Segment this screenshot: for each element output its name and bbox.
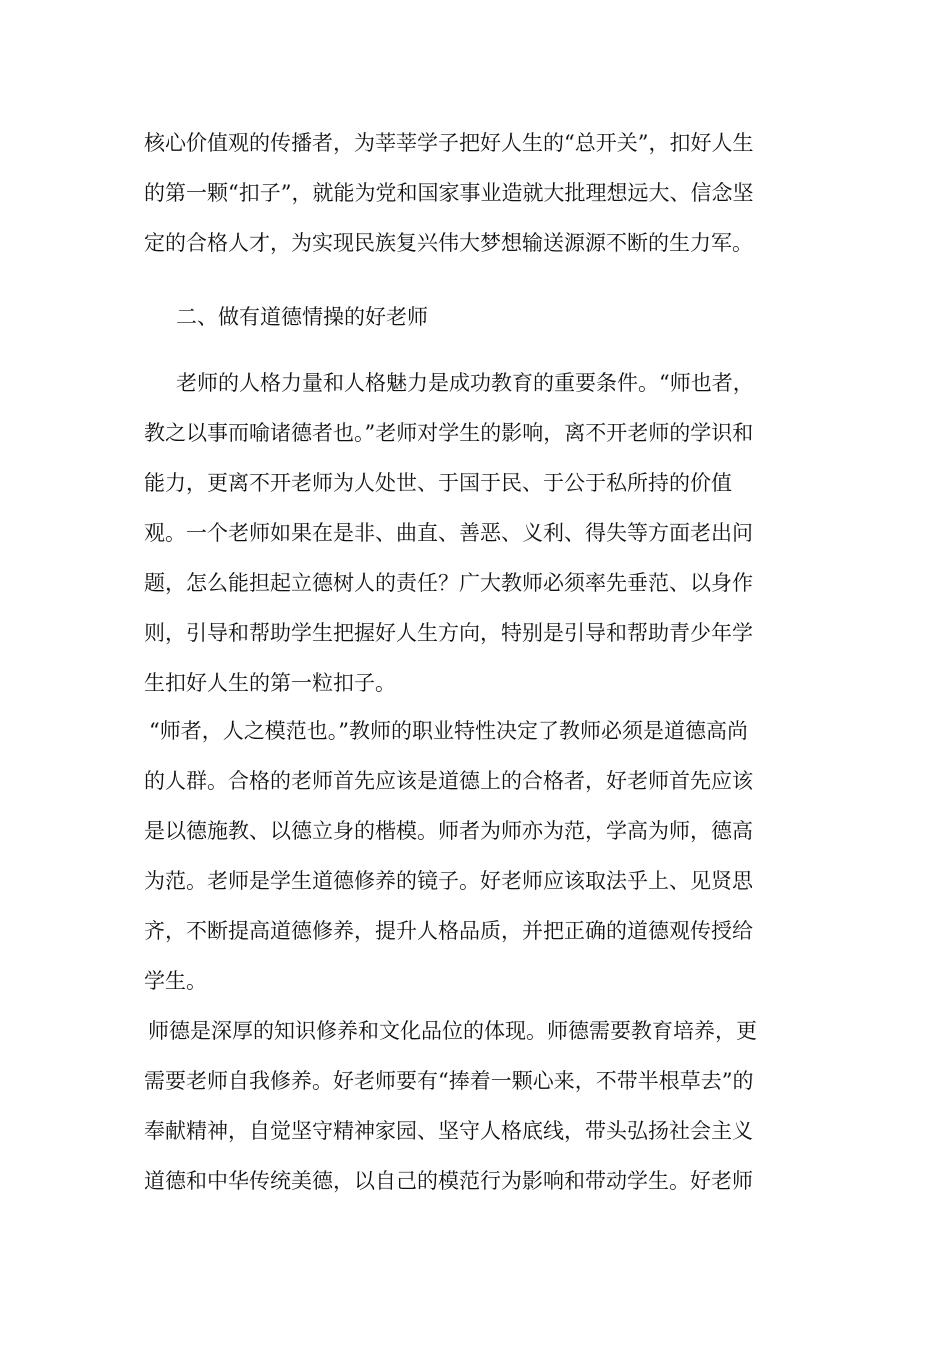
paragraph-1-line-2: 的第一颗“扣子”，就能为党和国家事业造就大批理想远大、信念坚	[144, 181, 754, 205]
paragraph-2-line-4: 观。一个老师如果在是非、曲直、善恶、义利、得失等方面老出问	[144, 521, 753, 545]
paragraph-4-line-4: 道德和中华传统美德，以自己的模范行为影响和带动学生。好老师	[144, 1169, 753, 1193]
paragraph-3-line-3: 是以德施教、以德立身的楷模。师者为师亦为范，学高为师，德高	[144, 819, 753, 843]
paragraph-3-line-2: 的人群。合格的老师首先应该是道德上的合格者，好老师首先应该	[144, 769, 753, 793]
paragraph-4-line-1: 师德是深厚的知识修养和文化品位的体现。师德需要教育培养，更	[148, 1019, 757, 1043]
section-heading: 二、做有道德情操的好老师	[176, 305, 428, 329]
paragraph-2-line-3: 能力，更离不开老师为人处世、于国于民、于公于私所持的价值	[144, 471, 732, 495]
paragraph-2-line-2: 教之以事而喻诸德者也。”老师对学生的影响，离不开老师的学识和	[144, 421, 754, 445]
paragraph-1-line-1: 核心价值观的传播者，为莘莘学子把好人生的“总开关”，扣好人生	[144, 131, 754, 155]
paragraph-4-line-2: 需要老师自我修养。好老师要有“捧着一颗心来，不带半根草去”的	[144, 1069, 754, 1093]
paragraph-2-line-7: 生扣好人生的第一粒扣子。	[144, 671, 396, 695]
paragraph-2-line-1: 老师的人格力量和人格魅力是成功教育的重要条件。“师也者，	[176, 371, 754, 395]
paragraph-3-line-4: 为范。老师是学生道德修养的镜子。好老师应该取法乎上、见贤思	[144, 869, 753, 893]
paragraph-3-line-1: “师者，人之模范也。”教师的职业特性决定了教师必须是道德高尚	[149, 719, 748, 743]
paragraph-2-line-6: 则，引导和帮助学生把握好人生方向，特别是引导和帮助青少年学	[144, 621, 753, 645]
paragraph-4-line-3: 奉献精神，自觉坚守精神家园、坚守人格底线，带头弘扬社会主义	[144, 1119, 753, 1143]
paragraph-3-line-6: 学生。	[144, 969, 207, 993]
paragraph-3-line-5: 齐，不断提高道德修养，提升人格品质，并把正确的道德观传授给	[144, 919, 753, 943]
paragraph-2-line-5: 题，怎么能担起立德树人的责任？广大教师必须率先垂范、以身作	[144, 571, 753, 595]
paragraph-1-line-3: 定的合格人才，为实现民族复兴伟大梦想输送源源不断的生力军。	[144, 231, 753, 255]
